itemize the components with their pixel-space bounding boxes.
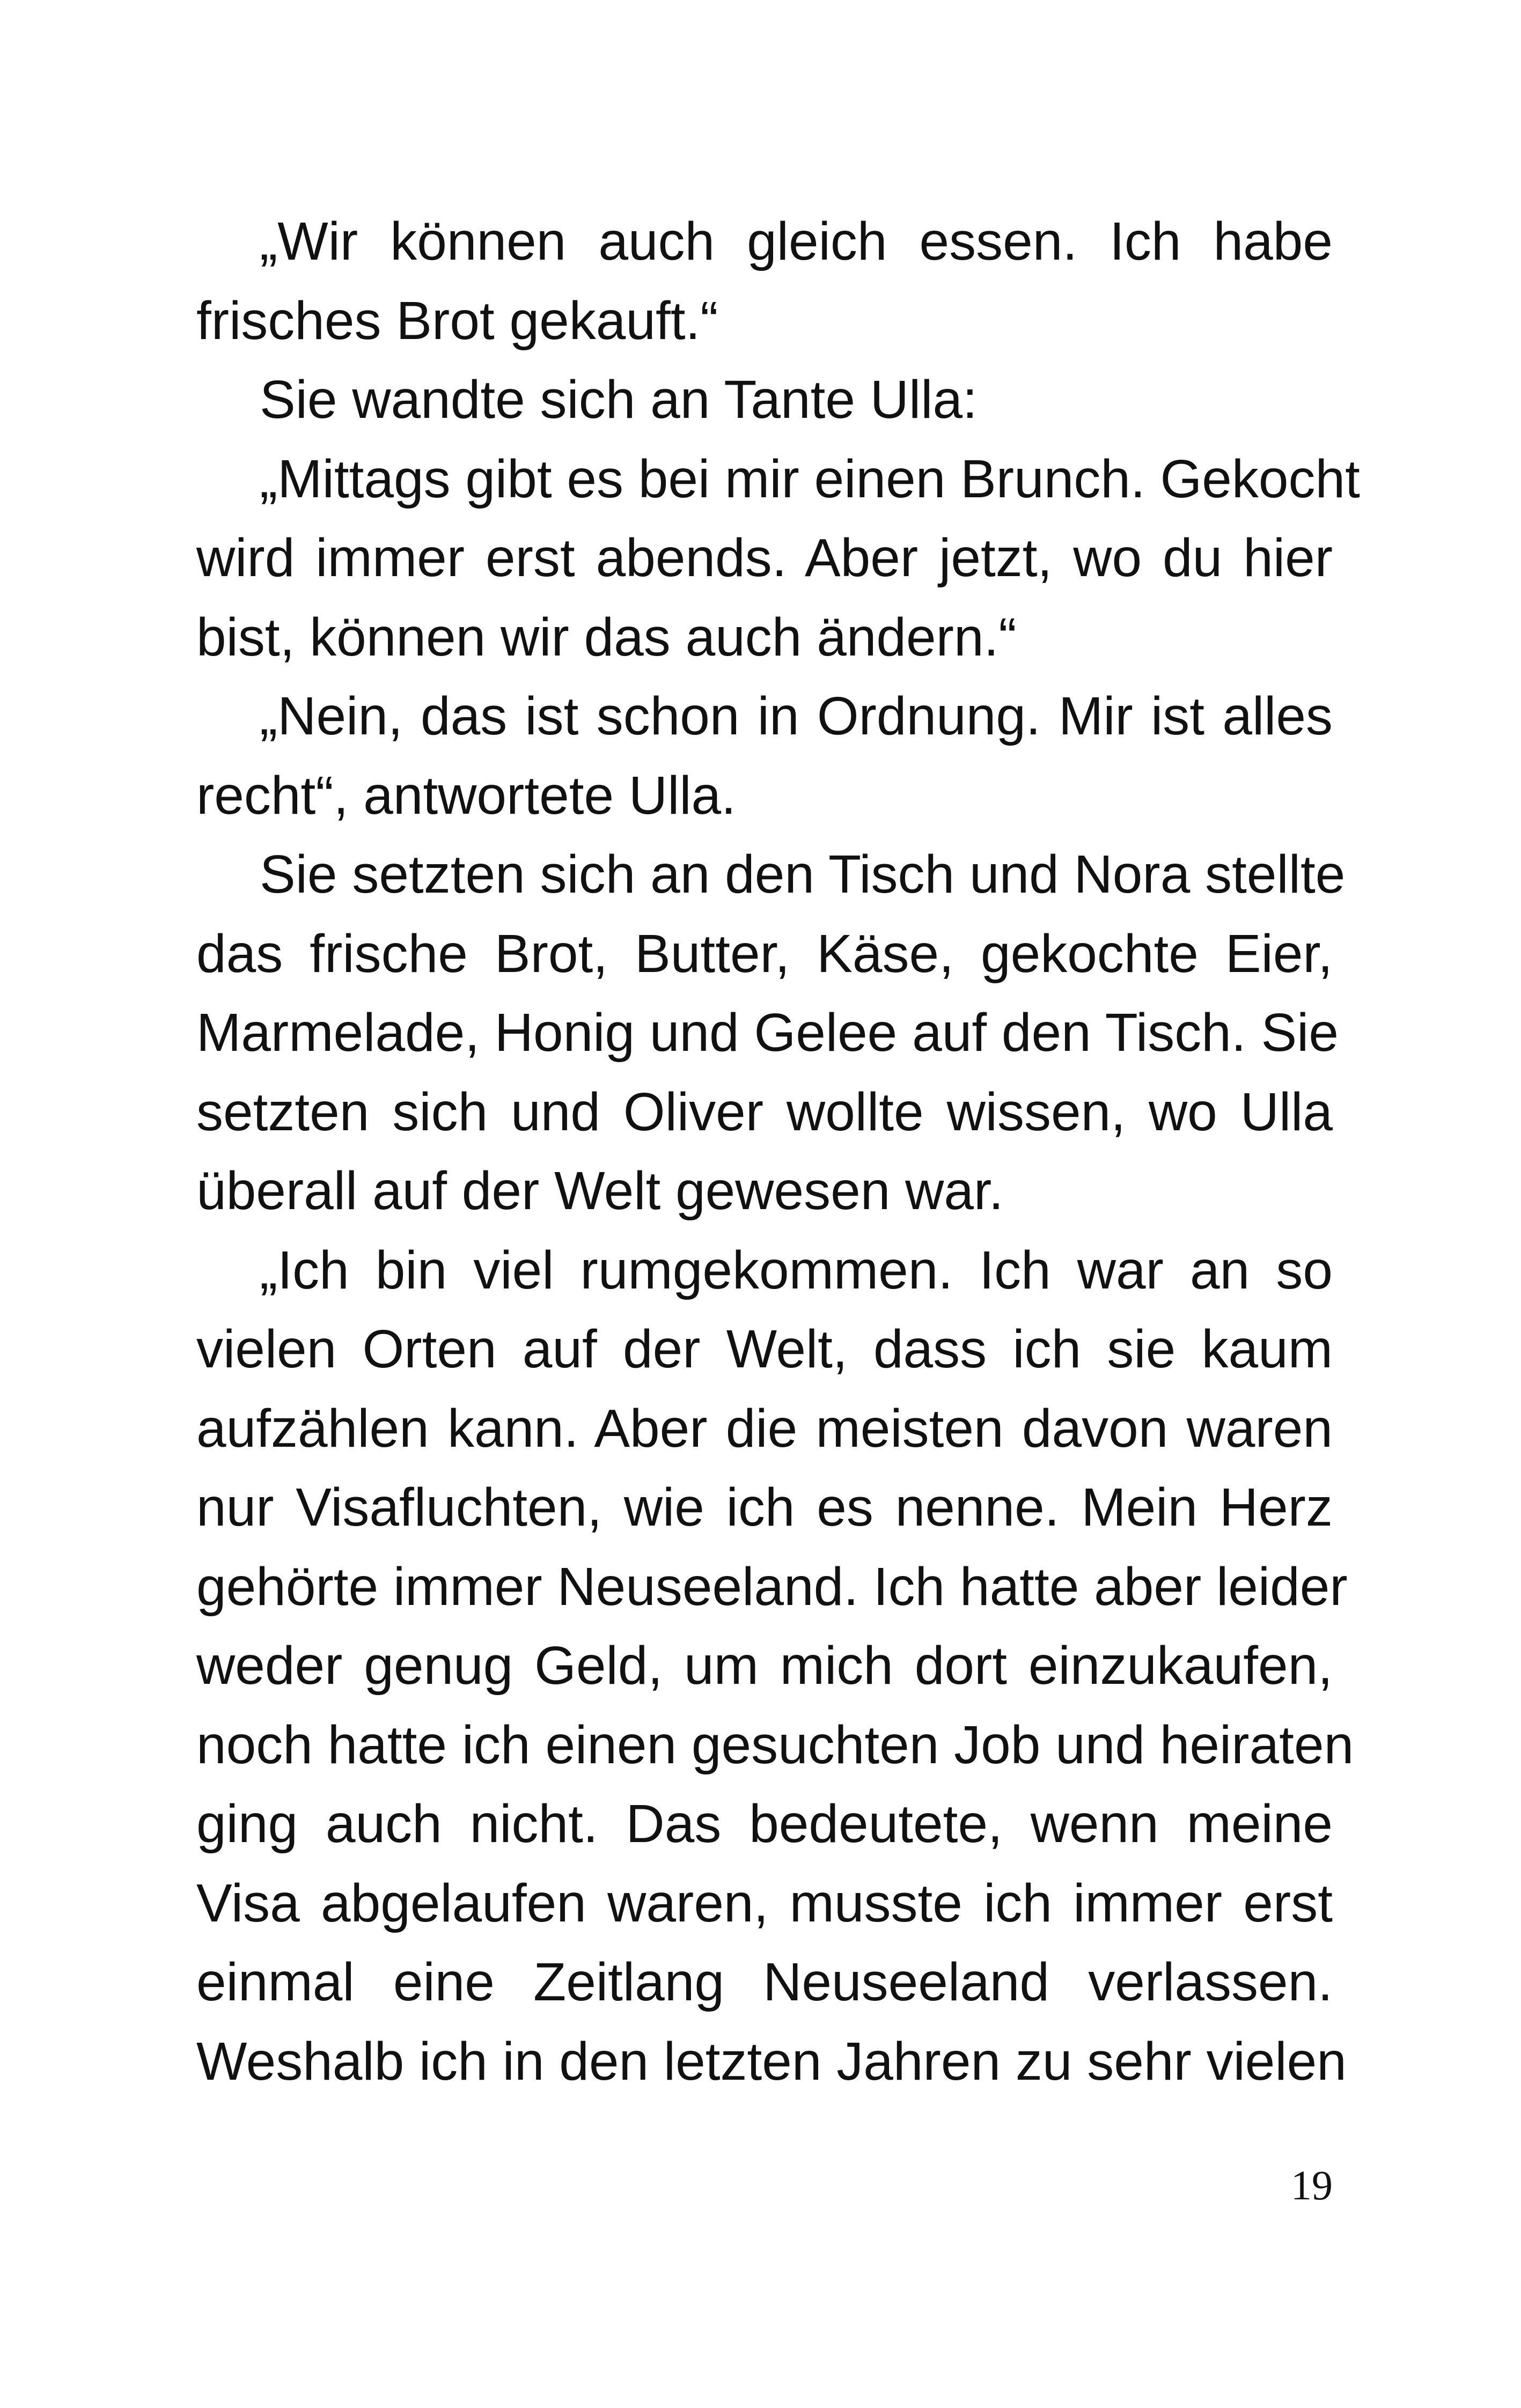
text-line: „Mittags gibt es bei mir einen Brunch. Gekocht: [260, 448, 1360, 509]
text-line: vielen Orten auf der Welt, dass ich sie kaum: [196, 1319, 1333, 1379]
paragraph: [196, 202, 1333, 360]
paragraph: [196, 440, 1360, 678]
paragraph: [196, 835, 1346, 1231]
text-line: überall auf der Welt gewesen war.: [196, 1161, 1004, 1221]
text-line: „Nein, das ist schon in Ordnung. Mir ist alles: [260, 686, 1333, 746]
page-number: 19: [1291, 2162, 1333, 2208]
text-line: Sie wandte sich an Tante Ulla:: [260, 370, 978, 430]
text-line: recht“, antwortete Ulla.: [196, 765, 736, 826]
text-line: weder genug Geld, um mich dort einzukaufen,: [196, 1636, 1333, 1696]
text-line: das frische Brot, Butter, Käse, gekochte Eier,: [196, 923, 1333, 984]
paragraph: [196, 360, 1333, 440]
paragraph: [196, 1231, 1354, 2102]
text-line: aufzählen kann. Aber die meisten davon waren: [196, 1398, 1333, 1459]
text-line: einmal eine Zeitlang Neuseeland verlassen.: [196, 1952, 1333, 2012]
text-line: Marmelade, Honig und Gelee auf den Tisch. Sie: [196, 1003, 1339, 1063]
text-line: frisches Brot gekauft.“: [196, 290, 718, 351]
text-line: „Ich bin viel rumgekommen. Ich war an so: [260, 1240, 1333, 1300]
paragraph: [196, 677, 1333, 835]
text-line: noch hatte ich einen gesuchten Job und heiraten: [196, 1714, 1354, 1775]
text-line: ging auch nicht. Das bedeutete, wenn meine: [196, 1794, 1333, 1854]
text-line: wird immer erst abends. Aber jetzt, wo du hier: [196, 528, 1333, 588]
text-line: Sie setzten sich an den Tisch und Nora stellte: [260, 844, 1346, 904]
text-line: setzten sich und Oliver wollte wissen, wo Ulla: [196, 1081, 1333, 1142]
text-line: bist, können wir das auch ändern.“: [196, 607, 1017, 667]
body-text: [196, 202, 1360, 2101]
text-line: „Wir können auch gleich essen. Ich habe: [260, 211, 1333, 271]
text-line: gehörte immer Neuseeland. Ich hatte aber leider: [196, 1556, 1348, 1617]
text-line: Visa abgelaufen waren, musste ich immer erst: [196, 1873, 1333, 1933]
text-line: nur Visafluchten, wie ich es nenne. Mein Herz: [196, 1477, 1333, 1537]
text-line: Weshalb ich in den letzten Jahren zu sehr vielen: [196, 2031, 1347, 2092]
